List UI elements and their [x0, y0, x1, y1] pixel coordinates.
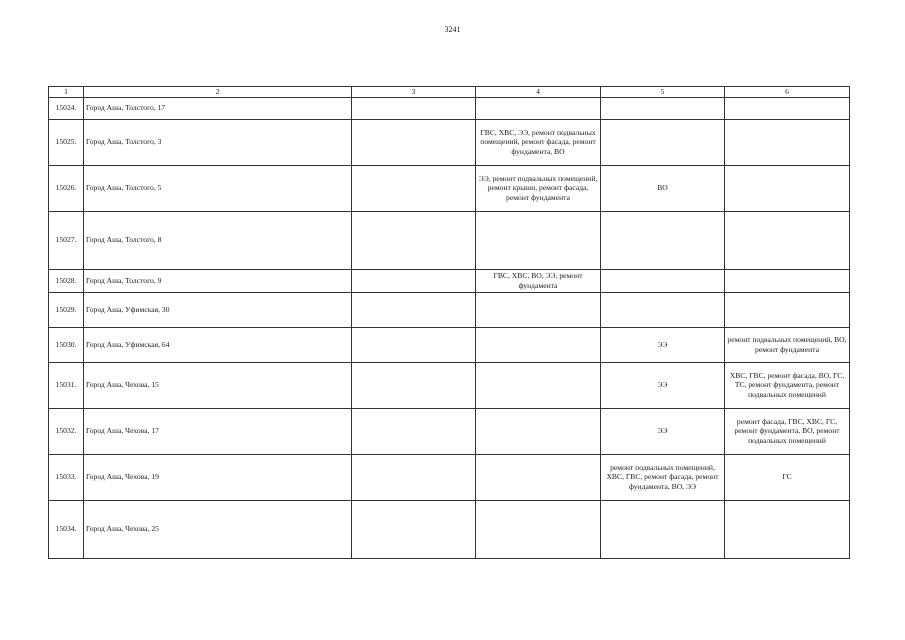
row-address: Город Аша, Толстого, 8	[84, 211, 352, 269]
register-table	[48, 86, 850, 559]
row-number: 15030.	[49, 327, 84, 362]
row-address: Город Аша, Чехова, 17	[84, 408, 352, 454]
row-number: 15031.	[49, 362, 84, 408]
table-row	[49, 165, 850, 211]
table-row	[49, 97, 850, 119]
cell-col3	[352, 165, 476, 211]
row-address: Город Аша, Уфимская, 64	[84, 327, 352, 362]
cell-col5: ремонт подвальных помещений, ХВС, ГВС, ремонт фасада, ремонт фундамента, ВО, ЭЭ	[601, 454, 725, 500]
cell-col4	[476, 97, 601, 119]
row-number: 15034.	[49, 500, 84, 558]
cell-col6	[725, 119, 850, 165]
cell-col3	[352, 292, 476, 327]
page-number: 3241	[444, 25, 461, 34]
cell-col5: ЭЭ	[601, 362, 725, 408]
row-number: 15033.	[49, 454, 84, 500]
cell-col6	[725, 500, 850, 558]
column-header: 5	[601, 87, 725, 98]
cell-col5: ЭЭ	[601, 327, 725, 362]
cell-col5	[601, 500, 725, 558]
header-row	[49, 87, 850, 98]
cell-col4	[476, 408, 601, 454]
cell-col6	[725, 292, 850, 327]
row-address: Город Аша, Чехова, 19	[84, 454, 352, 500]
row-number: 15029.	[49, 292, 84, 327]
row-address: Город Аша, Толстого, 17	[84, 97, 352, 119]
cell-col3	[352, 119, 476, 165]
cell-col3	[352, 454, 476, 500]
cell-col4	[476, 454, 601, 500]
cell-col6: ремонт фасада, ГВС, ХВС, ГС, ремонт фундамента, ВО, ремонт подвальных помещений	[725, 408, 850, 454]
cell-col5	[601, 211, 725, 269]
cell-col3	[352, 327, 476, 362]
table-row	[49, 408, 850, 454]
row-number: 15025.	[49, 119, 84, 165]
table-row	[49, 362, 850, 408]
cell-col5	[601, 292, 725, 327]
column-header: 4	[476, 87, 601, 98]
column-header: 2	[84, 87, 352, 98]
table-row	[49, 327, 850, 362]
row-number: 15026.	[49, 165, 84, 211]
row-address: Город Аша, Чехова, 15	[84, 362, 352, 408]
table-row	[49, 119, 850, 165]
cell-col4: ГВС, ХВС, ВО, ЭЭ, ремонт фундамента	[476, 269, 601, 292]
cell-col4	[476, 211, 601, 269]
row-address: Город Аша, Толстого, 3	[84, 119, 352, 165]
cell-col5: ВО	[601, 165, 725, 211]
cell-col5	[601, 269, 725, 292]
cell-col4	[476, 500, 601, 558]
cell-col6: ХВС, ГВС, ремонт фасада, ВО, ГС, ТС, ремонт фундамента, ремонт подвальных помещений	[725, 362, 850, 408]
row-number: 15032.	[49, 408, 84, 454]
cell-col4: ГВС, ХВС, ЭЭ, ремонт подвальных помещений, ремонт фасада, ремонт фундамента, ВО	[476, 119, 601, 165]
cell-col3	[352, 269, 476, 292]
cell-col5	[601, 119, 725, 165]
cell-col4	[476, 362, 601, 408]
table-row	[49, 211, 850, 269]
cell-col4	[476, 292, 601, 327]
row-address: Город Аша, Толстого, 5	[84, 165, 352, 211]
row-address: Город Аша, Чехова, 25	[84, 500, 352, 558]
cell-col3	[352, 500, 476, 558]
column-header: 6	[725, 87, 850, 98]
cell-col3	[352, 97, 476, 119]
column-header: 3	[352, 87, 476, 98]
table-row	[49, 454, 850, 500]
cell-col6: ГС	[725, 454, 850, 500]
cell-col4: ЭЭ, ремонт подвальных помещений, ремонт крыши, ремонт фасада, ремонт фундамента	[476, 165, 601, 211]
row-number: 15024.	[49, 97, 84, 119]
cell-col6: ремонт подвальных помещений, ВО, ремонт фундамента	[725, 327, 850, 362]
cell-col3	[352, 408, 476, 454]
column-header: 1	[49, 87, 84, 98]
table-row	[49, 500, 850, 558]
cell-col5	[601, 97, 725, 119]
row-address: Город Аша, Уфимская, 30	[84, 292, 352, 327]
cell-col4	[476, 327, 601, 362]
table-row	[49, 269, 850, 292]
cell-col3	[352, 211, 476, 269]
cell-col6	[725, 97, 850, 119]
row-address: Город Аша, Толстого, 9	[84, 269, 352, 292]
cell-col5: ЭЭ	[601, 408, 725, 454]
row-number: 15028.	[49, 269, 84, 292]
cell-col6	[725, 165, 850, 211]
cell-col6	[725, 269, 850, 292]
cell-col6	[725, 211, 850, 269]
table-row	[49, 292, 850, 327]
cell-col3	[352, 362, 476, 408]
row-number: 15027.	[49, 211, 84, 269]
